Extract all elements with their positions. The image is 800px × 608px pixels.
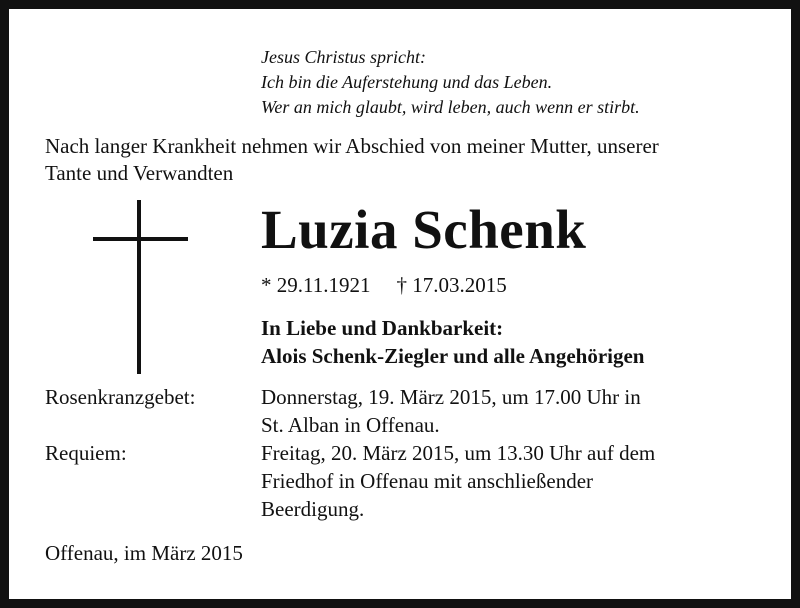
service-details	[261, 439, 721, 523]
service-detail-line: Friedhof in Offenau mit anschließender	[261, 469, 594, 493]
intro-line: Tante und Verwandten	[45, 161, 234, 185]
family-signature	[261, 314, 645, 370]
birth-date: * 29.11.1921	[261, 273, 371, 297]
place-date-footer: Offenau, im März 2015	[45, 541, 243, 565]
bible-verse	[261, 45, 640, 120]
verse-line: Jesus Christus spricht:	[261, 47, 427, 67]
intro-line: Nach langer Krankheit nehmen wir Abschied von meiner Mutter, unserer	[45, 134, 659, 158]
service-detail-line: Freitag, 20. März 2015, um 13.30 Uhr auf dem	[261, 441, 656, 465]
service-detail-line: Donnerstag, 19. März 2015, um 17.00 Uhr in	[261, 385, 641, 409]
family-line: Alois Schenk-Ziegler und alle Angehörigen	[261, 344, 645, 368]
cross-icon-vertical-bar	[137, 200, 141, 374]
service-label: Rosenkranzgebet:	[45, 385, 196, 409]
cross-icon-horizontal-bar	[93, 237, 188, 241]
death-date: † 17.03.2015	[396, 273, 507, 297]
service-label: Requiem:	[45, 441, 127, 465]
life-dates	[261, 271, 507, 299]
verse-line: Wer an mich glaubt, wird leben, auch wenn er stirbt.	[261, 97, 640, 117]
deceased-name: Luzia Schenk	[261, 199, 587, 260]
family-line: In Liebe und Dankbarkeit:	[261, 316, 504, 340]
service-detail-line: St. Alban in Offenau.	[261, 413, 440, 437]
intro-text	[45, 133, 775, 187]
service-details	[261, 383, 721, 439]
verse-line: Ich bin die Auferstehung und das Leben.	[261, 72, 553, 92]
service-detail-line: Beerdigung.	[261, 497, 365, 521]
